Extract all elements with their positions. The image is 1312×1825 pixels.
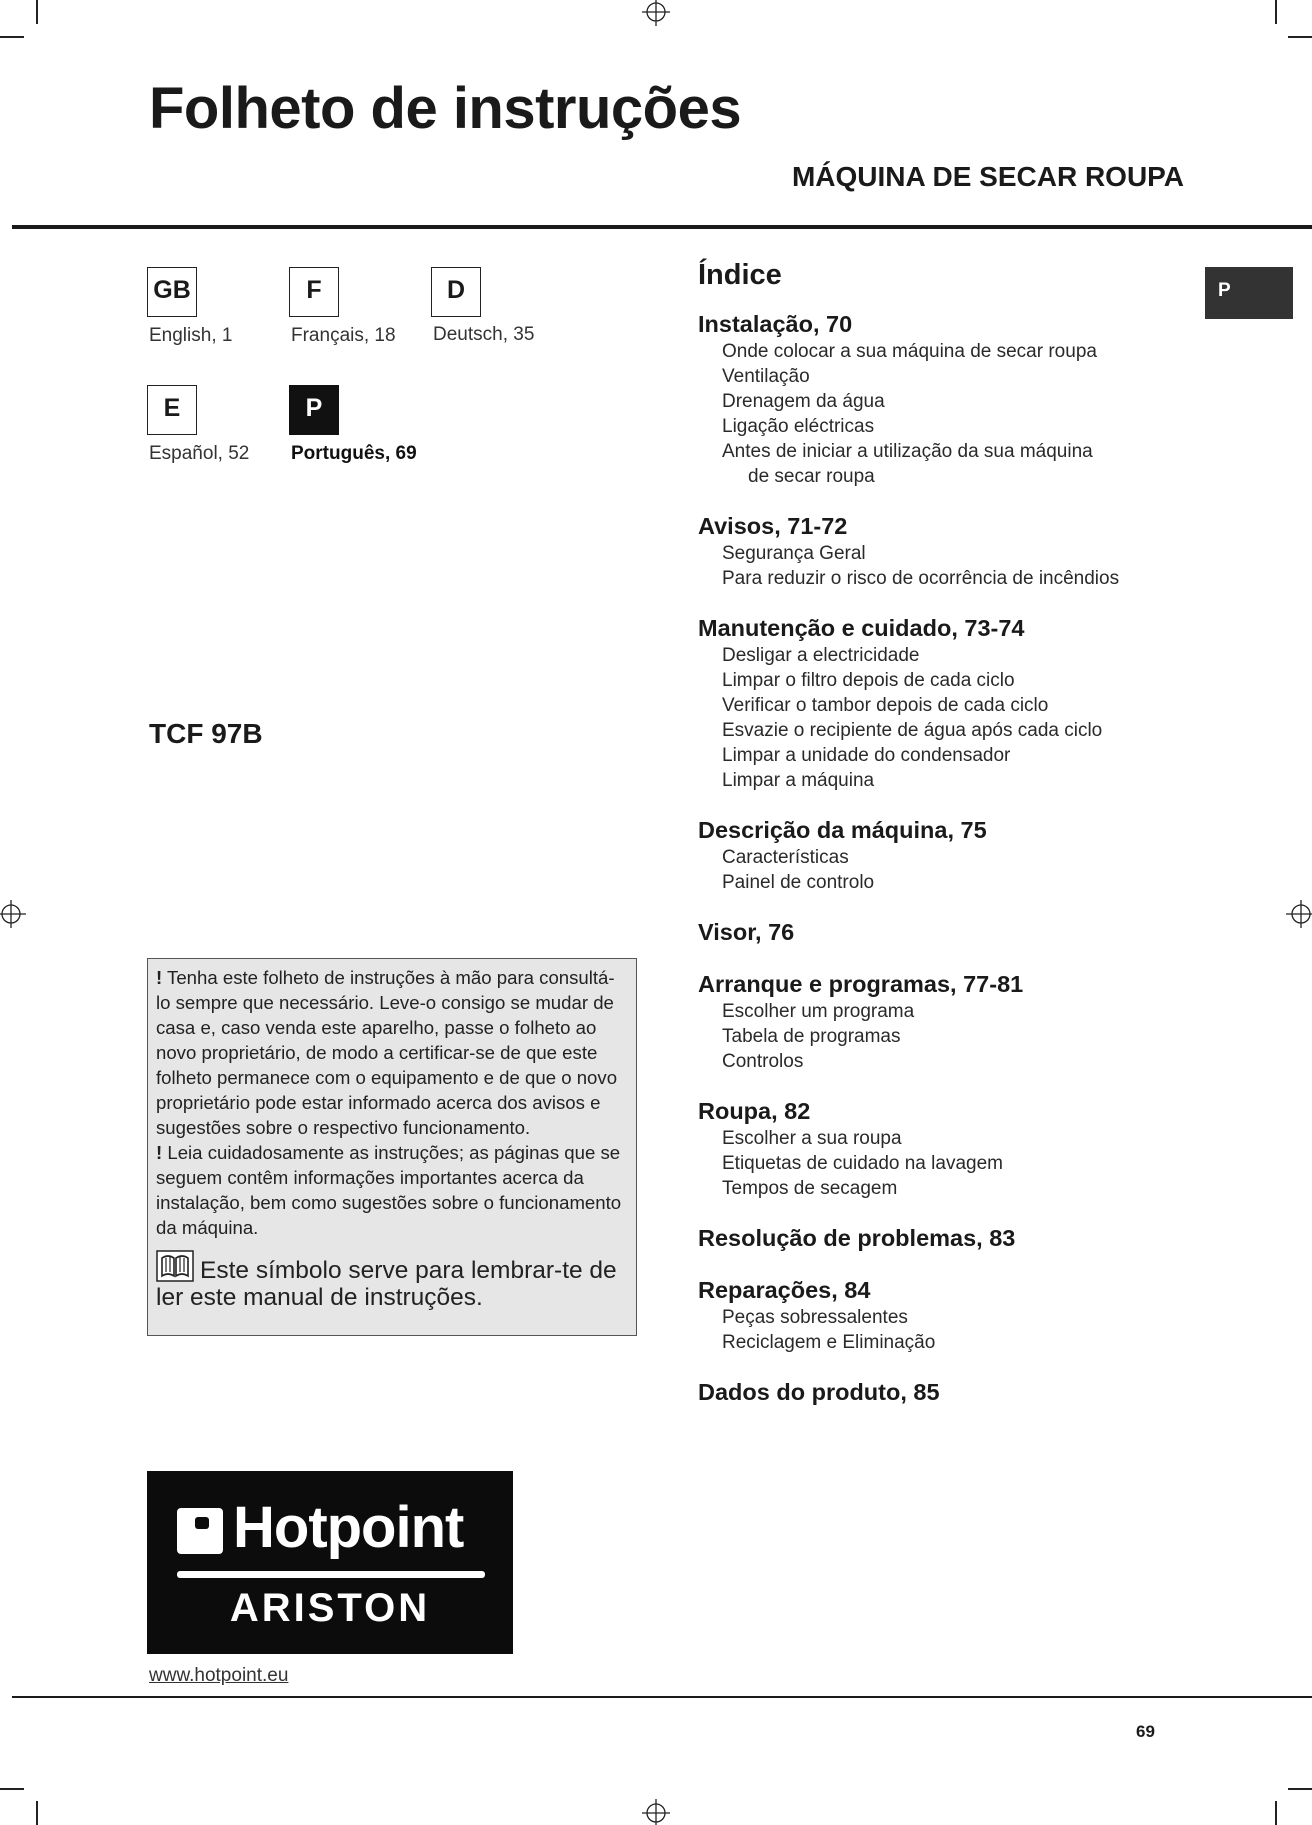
toc-section-avisos xyxy=(698,512,1178,591)
toc-item[interactable]: Reciclagem e Eliminação xyxy=(722,1331,936,1353)
toc-item[interactable]: Etiquetas de cuidado na lavagem xyxy=(722,1152,1003,1174)
toc-title: Índice xyxy=(698,259,782,291)
toc-section-reparacoes xyxy=(698,1276,1178,1355)
toc-section-visor xyxy=(698,918,1178,947)
toc-item[interactable]: Ventilação xyxy=(722,365,810,387)
logo-sub: ARISTON xyxy=(229,1586,431,1630)
table-of-contents xyxy=(698,260,1178,1430)
model-number: TCF 97B xyxy=(149,718,263,749)
logo-bar xyxy=(177,1571,485,1578)
toc-heading[interactable]: Instalação, 70 xyxy=(698,310,853,337)
toc-section-roupa xyxy=(698,1097,1178,1201)
toc-heading[interactable]: Descrição da máquina, 75 xyxy=(698,816,987,843)
symbol-text: Este símbolo serve para lembrar-te de ler este manual de instruções. xyxy=(156,1257,617,1311)
crop-mark xyxy=(1288,36,1312,38)
toc-item[interactable]: Ligação eléctricas xyxy=(722,415,875,437)
toc-section-manutencao xyxy=(698,614,1178,793)
toc-heading[interactable]: Dados do produto, 85 xyxy=(698,1378,940,1405)
note-text-1: Tenha este folheto de instruções à mão para consultá-lo sempre que necessário. Leve-o consigo se mudar de casa e, caso venda este aparelho, passe o folheto ao novo proprietário, de modo a certificar-se de que este folheto permanece com o equipamento e de que o novo proprietário pode estar informado acerca dos avisos e sugestões sobre o respectivo funcionamento. xyxy=(156,967,618,1138)
crop-mark xyxy=(0,36,24,38)
toc-item[interactable]: Escolher um programa xyxy=(722,1000,915,1022)
lang-label-gb: English, 1 xyxy=(149,325,233,346)
toc-heading[interactable]: Manutenção e cuidado, 73-74 xyxy=(698,614,1025,641)
registration-mark-top xyxy=(640,0,672,26)
toc-item[interactable]: Esvazie o recipiente de água após cada ciclo xyxy=(722,719,1103,741)
logo-square-icon xyxy=(177,1508,223,1554)
toc-item[interactable]: Peças sobressalentes xyxy=(722,1306,908,1328)
toc-section-arranque xyxy=(698,970,1178,1074)
toc-heading[interactable]: Arranque e programas, 77-81 xyxy=(698,970,1024,997)
toc-item[interactable]: Escolher a sua roupa xyxy=(722,1127,902,1149)
toc-item[interactable]: Limpar a máquina xyxy=(722,769,875,791)
crop-mark xyxy=(36,1801,38,1825)
website-link[interactable]: www.hotpoint.eu xyxy=(149,1665,289,1686)
toc-heading[interactable]: Resolução de problemas, 83 xyxy=(698,1224,1016,1251)
toc-item[interactable]: Características xyxy=(722,846,849,868)
toc-item[interactable]: Limpar o filtro depois de cada ciclo xyxy=(722,669,1015,691)
toc-heading[interactable]: Avisos, 71-72 xyxy=(698,512,848,539)
crop-mark xyxy=(36,0,38,24)
hotpoint-ariston-logo xyxy=(147,1471,513,1654)
toc-item[interactable]: Desligar a electricidade xyxy=(722,644,920,666)
toc-item[interactable]: Limpar a unidade do condensador xyxy=(722,744,1011,766)
toc-item[interactable]: Painel de controlo xyxy=(722,871,875,893)
lang-box-f[interactable]: F xyxy=(289,267,339,317)
toc-heading[interactable]: Reparações, 84 xyxy=(698,1276,871,1303)
toc-item[interactable]: Verificar o tambor depois de cada ciclo xyxy=(722,694,1049,716)
lang-box-gb[interactable]: GB xyxy=(147,267,197,317)
toc-item[interactable]: Tabela de programas xyxy=(722,1025,901,1047)
crop-mark xyxy=(0,1788,24,1790)
lang-label-f: Français, 18 xyxy=(291,325,396,346)
toc-section-resolucao xyxy=(698,1224,1178,1253)
lang-label-e: Español, 52 xyxy=(149,443,250,464)
page-subtitle: MÁQUINA DE SECAR ROUPA xyxy=(791,161,1184,192)
note-paragraph-2 xyxy=(156,1140,628,1240)
page-title: Folheto de instruções xyxy=(149,76,742,141)
note-paragraph-1 xyxy=(156,965,628,1140)
logo-brand: Hotpoint xyxy=(233,1495,464,1560)
toc-heading[interactable]: Visor, 76 xyxy=(698,918,795,945)
lang-label-d: Deutsch, 35 xyxy=(433,324,535,345)
book-icon xyxy=(156,1250,194,1282)
crop-mark xyxy=(1288,1788,1312,1790)
toc-item[interactable]: Onde colocar a sua máquina de secar roupa xyxy=(722,340,1097,362)
header-divider xyxy=(12,225,1312,229)
toc-item[interactable]: Controlos xyxy=(722,1050,804,1072)
toc-item[interactable]: de secar roupa xyxy=(748,465,875,487)
registration-mark-bottom xyxy=(640,1799,672,1825)
note-text-2: Leia cuidadosamente as instruções; as páginas que se seguem contêm informações importantes acerca da instalação, bem como sugestões sobre o funcionamento da máquina. xyxy=(156,1142,622,1238)
footer-divider xyxy=(12,1696,1312,1698)
registration-mark-right xyxy=(1286,898,1312,930)
toc-item[interactable]: Segurança Geral xyxy=(722,542,866,564)
toc-item[interactable]: Para reduzir o risco de ocorrência de incêndios xyxy=(722,567,1120,589)
toc-item[interactable]: Drenagem da água xyxy=(722,390,885,412)
toc-item[interactable]: Antes de iniciar a utilização da sua máquina xyxy=(722,440,1093,462)
toc-item[interactable]: Tempos de secagem xyxy=(722,1177,898,1199)
exclamation-mark: ! xyxy=(156,967,163,988)
registration-mark-left xyxy=(0,898,26,930)
lang-box-d[interactable]: D xyxy=(431,267,481,317)
toc-section-descricao xyxy=(698,816,1178,895)
lang-box-p[interactable]: P xyxy=(289,385,339,435)
toc-section-instalacao xyxy=(698,310,1178,489)
page-number: 69 xyxy=(1136,1722,1155,1741)
lang-label-p: Português, 69 xyxy=(291,443,417,464)
logo-square-dot xyxy=(195,1517,209,1529)
exclamation-mark: ! xyxy=(156,1142,163,1163)
crop-mark xyxy=(1275,1801,1277,1825)
crop-mark xyxy=(1275,0,1277,24)
toc-heading[interactable]: Roupa, 82 xyxy=(698,1097,811,1124)
symbol-note xyxy=(156,1250,628,1311)
toc-section-dados xyxy=(698,1378,1178,1407)
lang-box-e[interactable]: E xyxy=(147,385,197,435)
instructions-note xyxy=(147,958,637,1336)
language-tab-p: P xyxy=(1205,267,1293,319)
